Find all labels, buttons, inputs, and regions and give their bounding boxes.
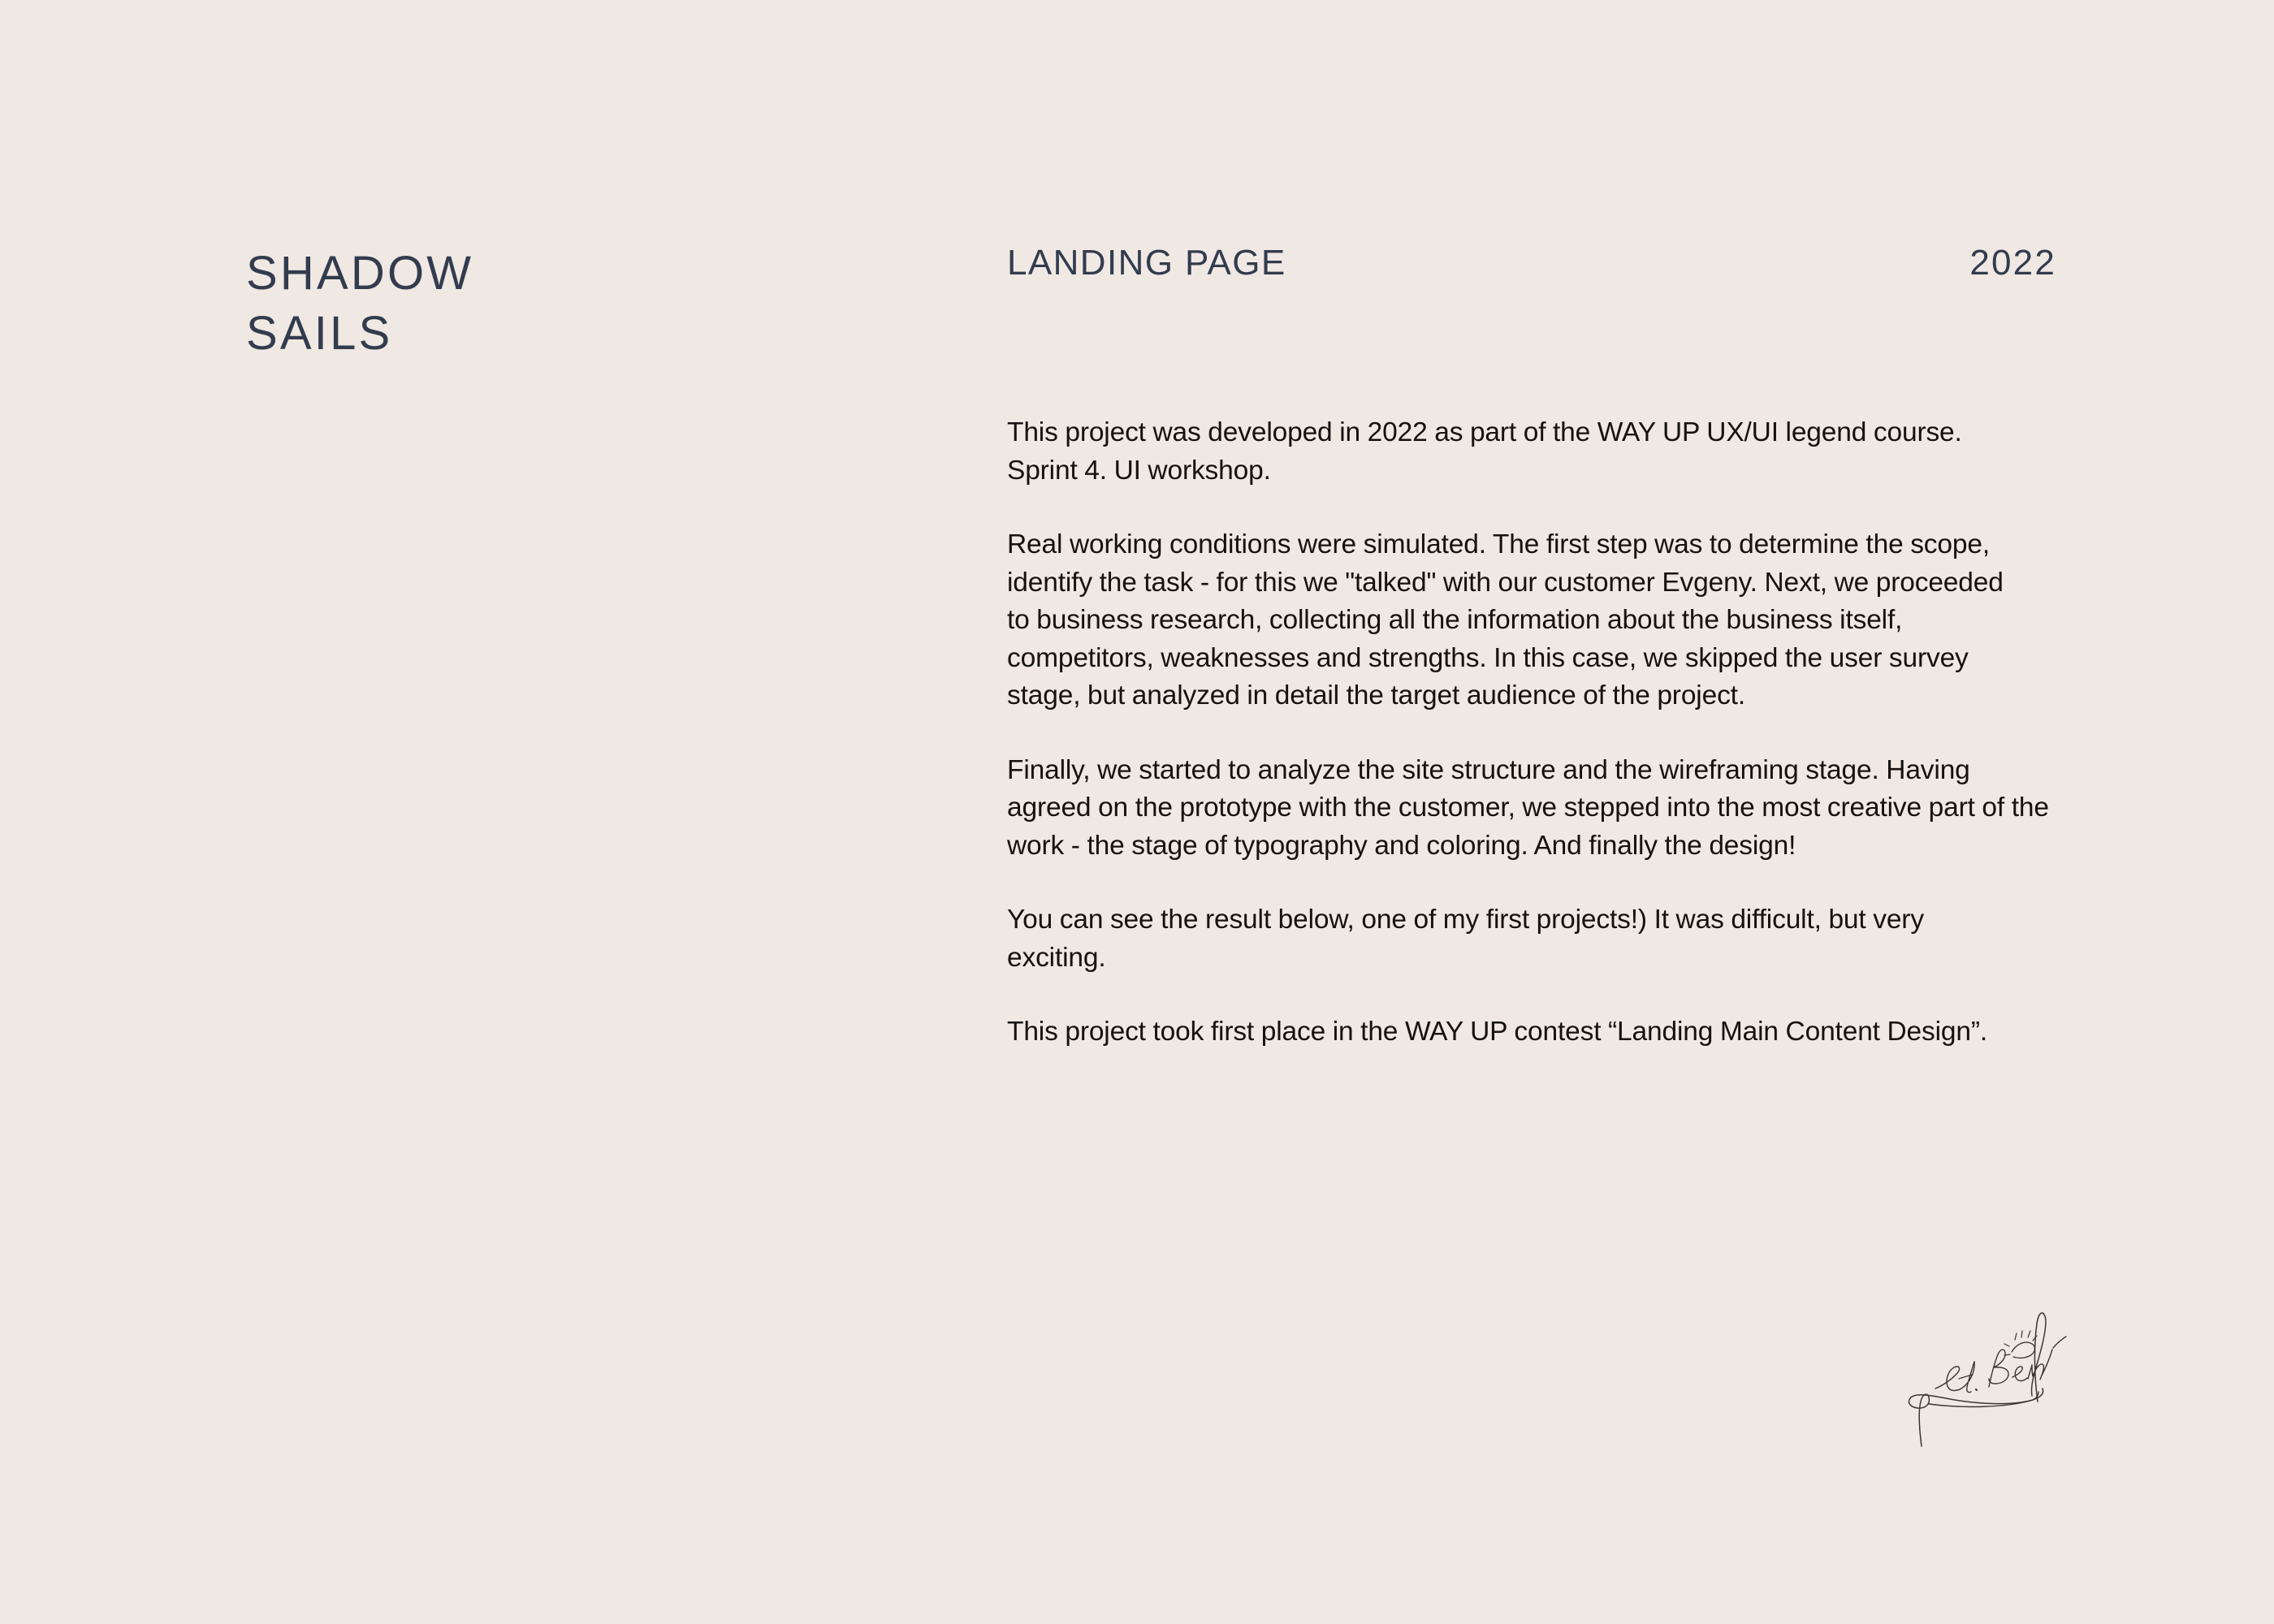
description-paragraph: You can see the result below, one of my first projects!) It was difficult, but very exciting. bbox=[1007, 905, 1924, 973]
brand-title-line-1: SHADOW bbox=[246, 247, 474, 300]
description-paragraph: This project took first place in the WAY UP contest “Landing Main Content Design”. bbox=[1007, 1017, 1988, 1047]
description-paragraph: This project was developed in 2022 as part of the WAY UP UX/UI legend course. Sprint 4. UI workshop. bbox=[1007, 417, 1962, 486]
signature-mark bbox=[1868, 1298, 2087, 1468]
brand-title bbox=[246, 244, 912, 364]
brand-title-line-2: SAILS bbox=[246, 307, 393, 360]
project-year-label: 2022 bbox=[1969, 243, 2056, 283]
project-type-label: LANDING PAGE bbox=[1007, 243, 1286, 283]
description-body bbox=[1007, 414, 2056, 1052]
meta-row bbox=[1007, 242, 2056, 296]
description-paragraph: Finally, we started to analyze the site structure and the wireframing stage. Having agreed on the prototype with the customer, we stepped into the most creative part of the work - the stage of typography and coloring. And finally the design! bbox=[1007, 754, 2049, 861]
content-column bbox=[1007, 242, 2056, 1052]
description-paragraph: Real working conditions were simulated. The first step was to determine the scope, identify the task - for this we "talked" with our customer Evgeny. Next, we proceeded to business research, collecting all the information about the business itself, competitors, weaknesses and strengths. In this case, we skipped the user survey stage, but analyzed in detail the target audience of the project. bbox=[1007, 529, 2004, 710]
